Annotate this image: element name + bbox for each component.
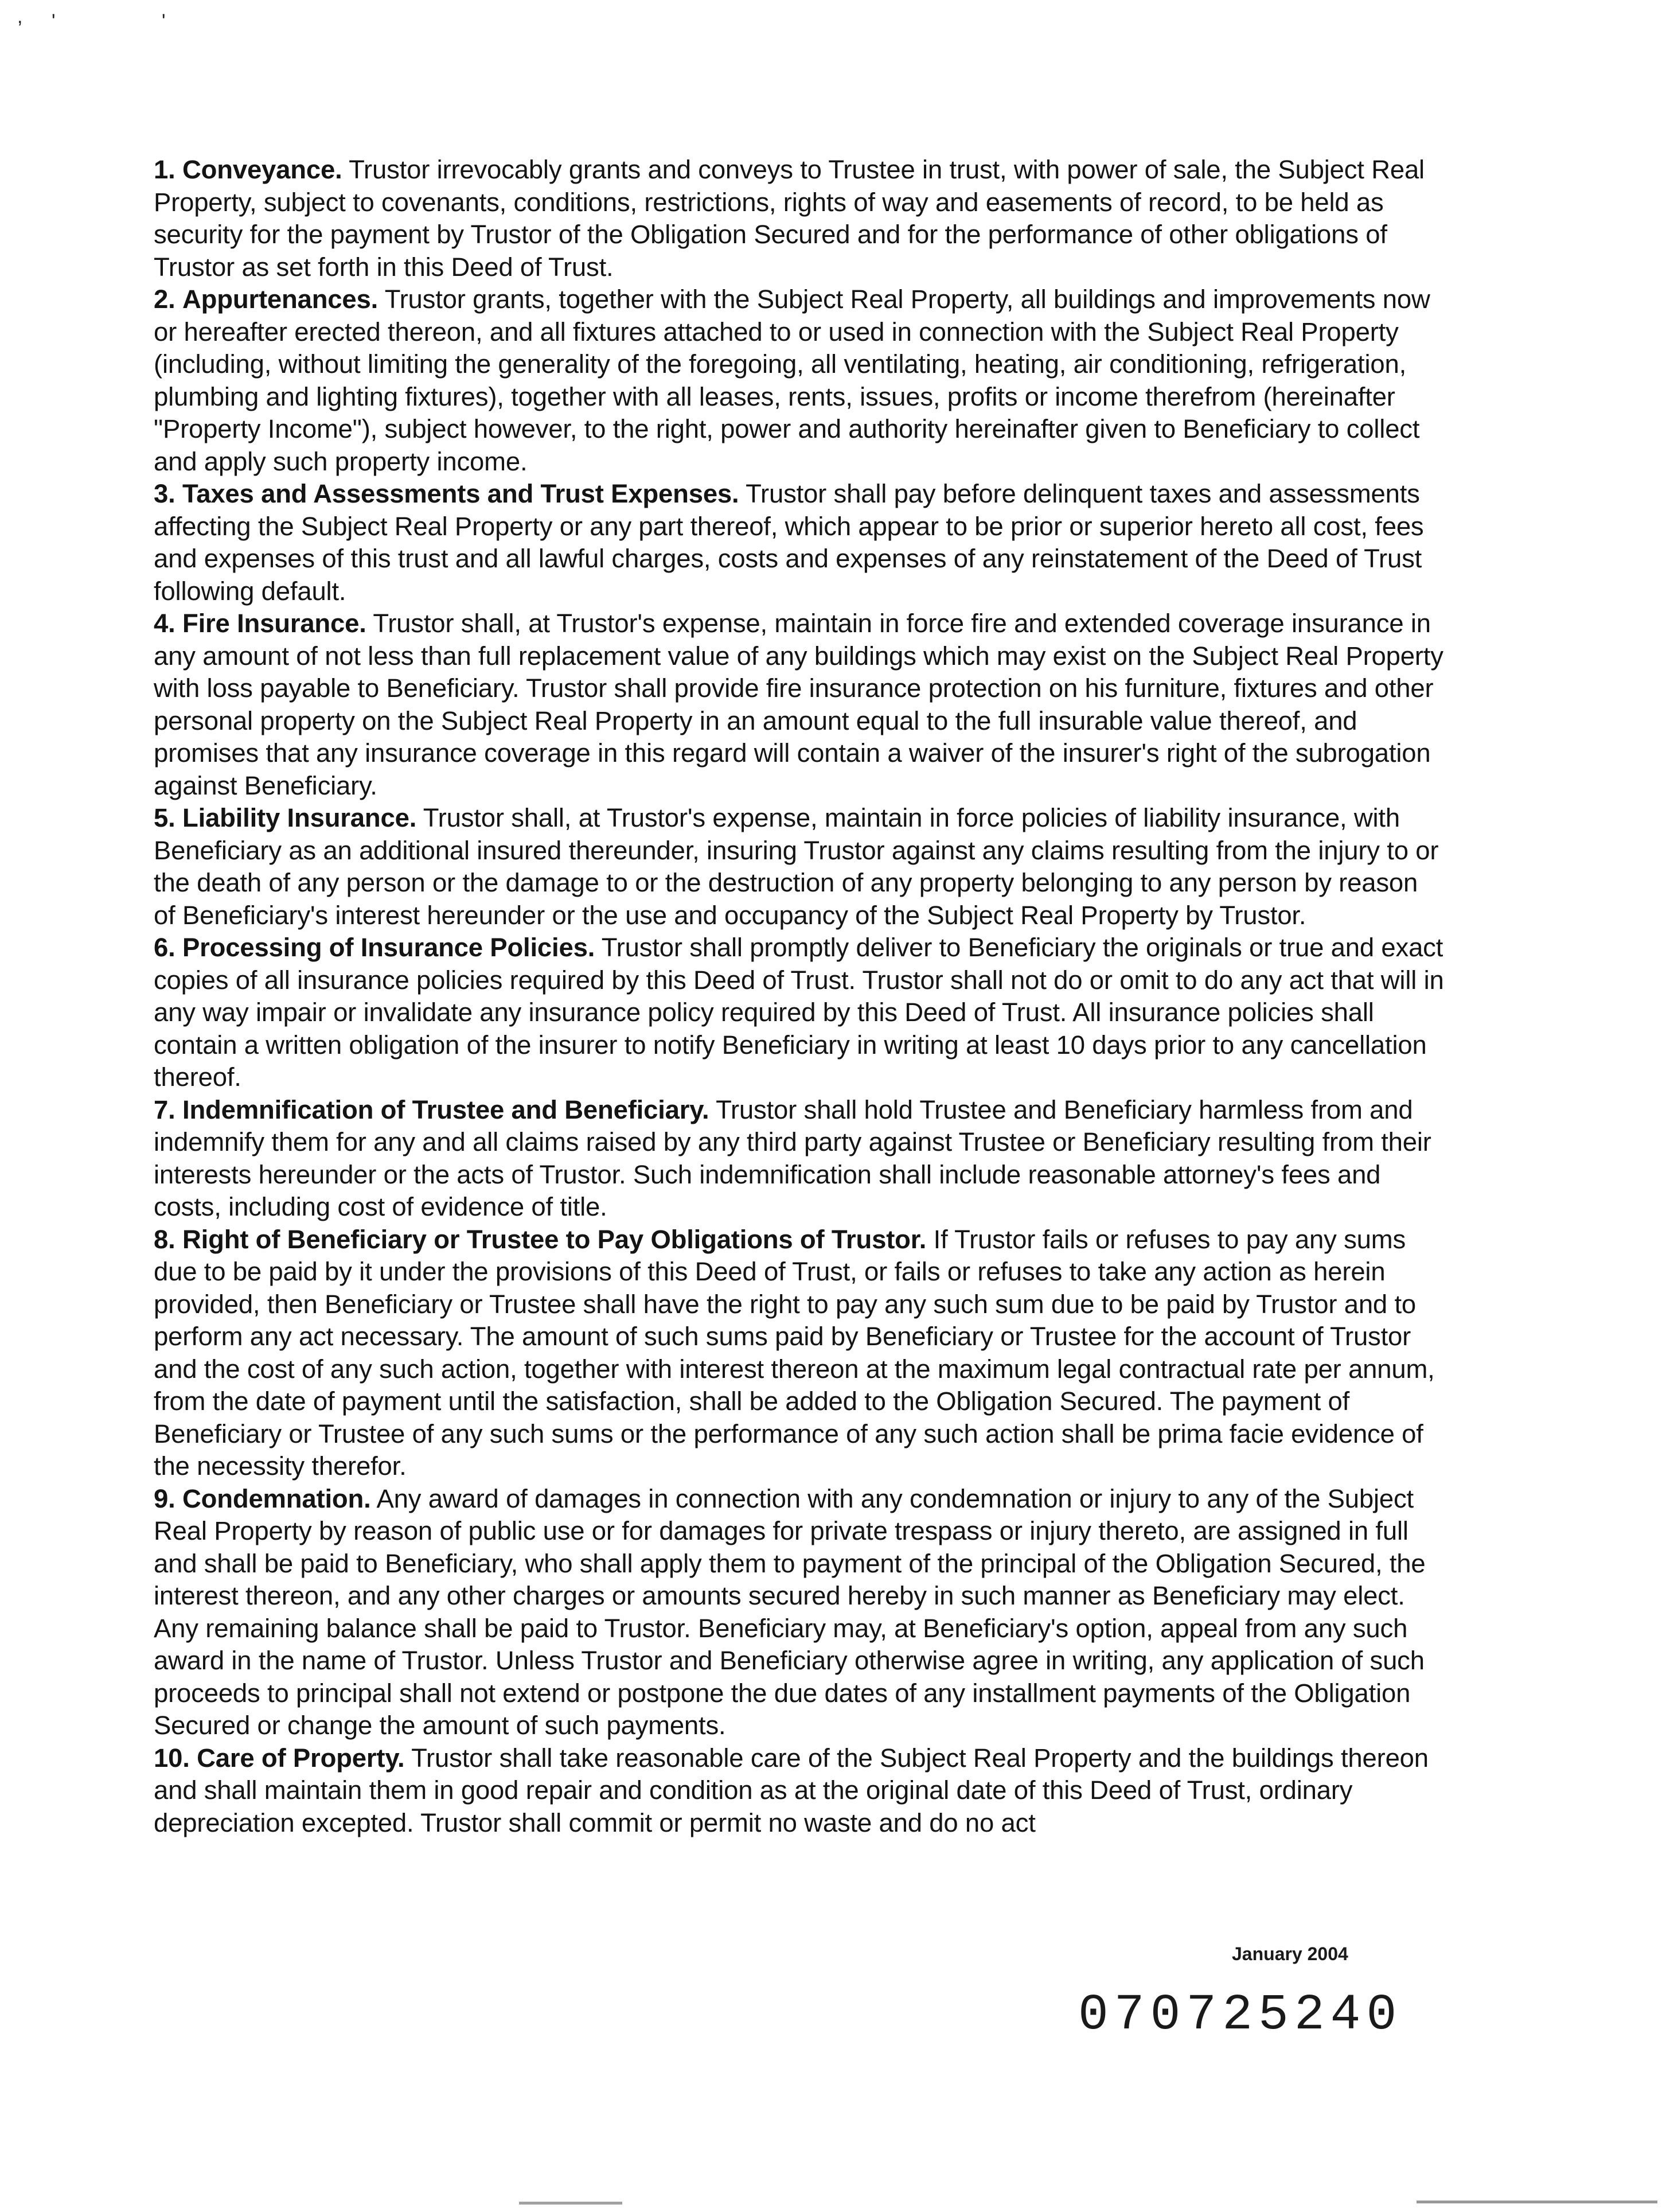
section-number: 9. — [154, 1483, 175, 1513]
section-body: If Trustor fails or refuses to pay any sums due to be paid by it under the provisions of this Deed of Trust, or fails or refuses to take any action as herein provided, then Beneficiary or Trustee shall have the right to pay any such sum due to be paid by Trustor and to perform any act necessary. The amount of such sums paid by Beneficiary or Trustee for the account of Trustor and the cost of any such action, together with interest thereon at the maximum legal contractual rate per annum, from the date of payment until the satisfaction, shall be added to the Obligation Secured. The payment of Beneficiary or Trustee of any such sums or the performance of any such action shall be prima facie evidence of the necessity therefor. — [154, 1224, 1435, 1481]
section-number: 4. — [154, 609, 175, 638]
section-number: 1. — [154, 155, 175, 184]
section-heading: Taxes and Assessments and Trust Expenses. — [182, 479, 739, 508]
document-number: 070725240 — [1078, 1987, 1403, 2044]
section-body: Trustor irrevocably grants and conveys to Trustee in trust, with power of sale, the Subject Real Property, subject to covenants, conditions, restrictions, rights of way and easements of record, to be held as security for the payment by Trustor of the Obligation Secured and for the performance of other obligations of Trustor as set forth in this Deed of Trust. — [154, 155, 1425, 282]
section-heading: Appurtenances. — [182, 285, 379, 314]
deed-of-trust-body — [154, 154, 1444, 1839]
section-heading: Fire Insurance. — [182, 609, 366, 638]
section-taxes-and-assessments — [154, 478, 1444, 607]
section-body: Trustor shall take reasonable care of the Subject Real Property and the buildings thereon and shall maintain them in good repair and condition as at the original date of this Deed of Trust, ordinary depreciation excepted. Trustor shall commit or permit no waste and do no act — [154, 1743, 1429, 1837]
footer-date: January 2004 — [1232, 1944, 1348, 1964]
section-number: 8. — [154, 1224, 175, 1254]
section-fire-insurance — [154, 607, 1444, 802]
section-indemnification — [154, 1094, 1444, 1224]
section-body: Any award of damages in connection with any condemnation or injury to any of the Subject Real Property by reason of public use or for damages for private trespass or injury thereto, are assigned in full and shall be paid to Beneficiary, who shall apply them to payment of the principal of the Obligation Secured, the interest thereon, and any other charges or amounts secured hereby in such manner as Beneficiary may elect. Any remaining balance shall be paid to Trustor. Beneficiary may, at Beneficiary's option, appeal from any such award in the name of Trustor. Unless Trustor and Beneficiary otherwise agree in writing, any application of such proceeds to principal shall not extend or postpone the due dates of any installment payments of the Obligation Secured or change the amount of such payments. — [154, 1483, 1426, 1740]
section-liability-insurance — [154, 802, 1444, 932]
section-number: 3. — [154, 479, 175, 508]
section-heading: Processing of Insurance Policies. — [182, 933, 595, 962]
section-care-of-property — [154, 1742, 1444, 1840]
section-body: Trustor grants, together with the Subject Real Property, all buildings and improvements now or hereafter erected thereon, and all fixtures attached to or used in connection with the Subject Real Property (including, without limiting the generality of the foregoing, all ventilating, heating, air conditioning, refrigeration, plumbing and lighting fixtures), together with all leases, rents, issues, profits or income therefrom (hereinafter "Property Income"), subject however, to the right, power and authority hereinafter given to Beneficiary to collect and apply such property income. — [154, 285, 1430, 476]
section-heading: Indemnification of Trustee and Beneficiary. — [182, 1095, 709, 1124]
section-processing-of-insurance-policies — [154, 932, 1444, 1094]
scan-mark: ' — [52, 10, 56, 32]
section-body: Trustor shall promptly deliver to Beneficiary the originals or true and exact copies of all insurance policies required by this Deed of Trust. Trustor shall not do or omit to do any act that will in any way impair or invalidate any insurance policy required by this Deed of Trust. All insurance policies shall contain a written obligation of the insurer to notify Beneficiary in writing at least 10 days prior to any cancellation thereof. — [154, 933, 1444, 1092]
section-number: 10. — [154, 1743, 190, 1773]
section-heading: Care of Property. — [197, 1743, 405, 1773]
section-appurtenances — [154, 283, 1444, 478]
scan-mark: ' — [162, 10, 166, 32]
section-condemnation — [154, 1483, 1444, 1742]
section-body: Trustor shall pay before delinquent taxes and assessments affecting the Subject Real Property or any part thereof, which appear to be prior or superior hereto all cost, fees and expenses of this trust and all lawful charges, costs and expenses of any reinstatement of the Deed of Trust following default. — [154, 479, 1424, 606]
scan-mark: , — [17, 6, 23, 28]
section-body: Trustor shall hold Trustee and Beneficiary harmless from and indemnify them for any and all claims raised by any third party against Trustee or Beneficiary resulting from their interests hereunder or the acts of Trustor. Such indemnification shall include reasonable attorney's fees and costs, including cost of evidence of title. — [154, 1095, 1431, 1221]
section-right-to-pay-obligations — [154, 1224, 1444, 1483]
section-heading: Liability Insurance. — [182, 803, 417, 832]
section-heading: Conveyance. — [182, 155, 342, 184]
section-conveyance — [154, 154, 1444, 283]
scan-artifact — [1417, 2201, 1657, 2203]
section-body: Trustor shall, at Trustor's expense, maintain in force policies of liability insurance, with Beneficiary as an additional insured thereunder, insuring Trustor against any claims resulting from the injury to or the death of any person or the damage to or the destruction of any property belonging to any person by reason of Beneficiary's interest hereunder or the use and occupancy of the Subject Real Property by Trustor. — [154, 803, 1439, 930]
section-number: 2. — [154, 285, 175, 314]
section-body: Trustor shall, at Trustor's expense, maintain in force fire and extended coverage insurance in any amount of not less than full replacement value of any buildings which may exist on the Subject Real Property with loss payable to Beneficiary. Trustor shall provide fire insurance protection on his furniture, fixtures and other personal property on the Subject Real Property in an amount equal to the full insurable value thereof, and promises that any insurance coverage in this regard will contain a waiver of the insurer's right of the subrogation against Beneficiary. — [154, 609, 1443, 800]
section-number: 7. — [154, 1095, 175, 1124]
section-heading: Condemnation. — [182, 1483, 371, 1513]
scan-artifact — [519, 2202, 622, 2205]
section-number: 5. — [154, 803, 175, 832]
section-heading: Right of Beneficiary or Trustee to Pay Obligations of Trustor. — [182, 1224, 927, 1254]
section-number: 6. — [154, 933, 175, 962]
